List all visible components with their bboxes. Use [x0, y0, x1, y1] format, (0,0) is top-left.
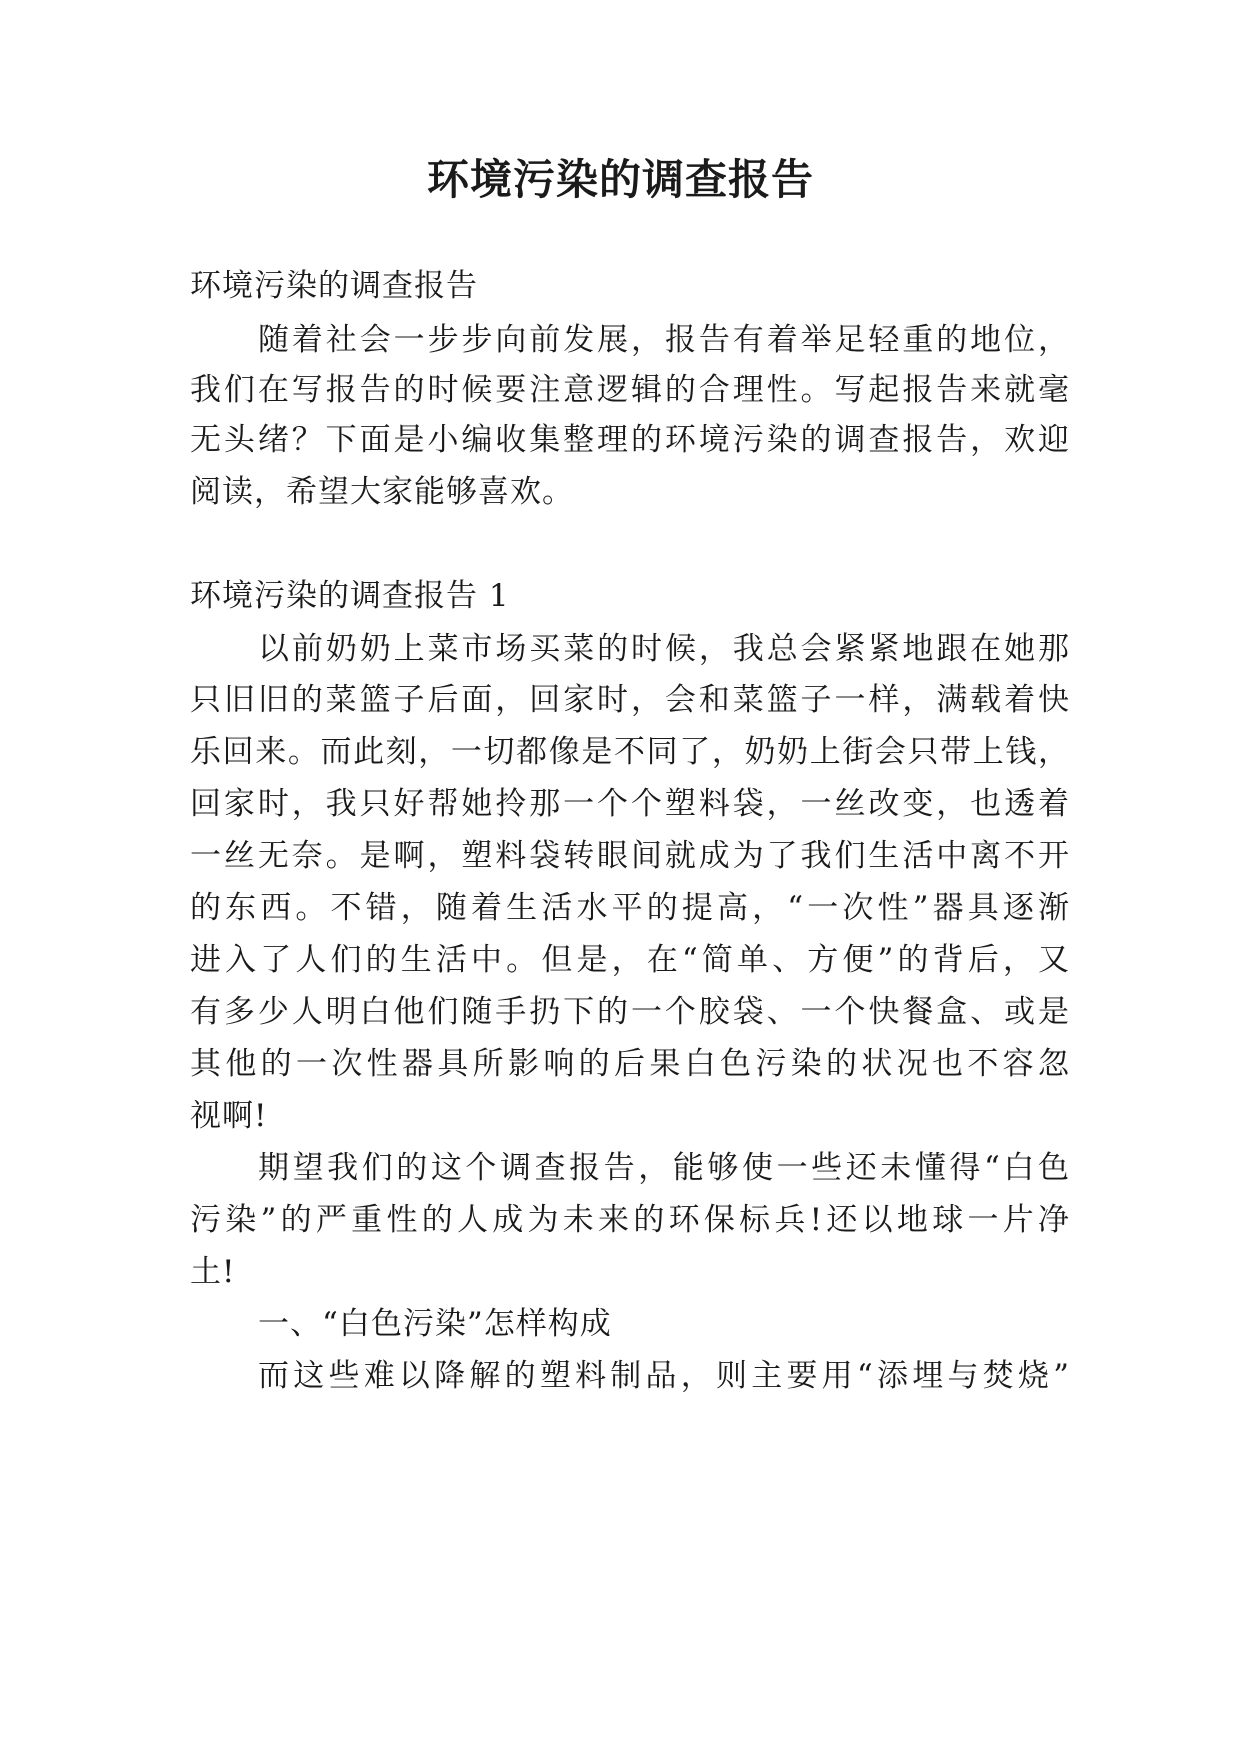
- body-line: 的东西。不错，随着生活水平的提高，“一次性”器具逐渐: [190, 890, 1070, 926]
- section-heading: 环境污染的调查报告 1: [190, 578, 510, 614]
- body-line: 其他的一次性器具所影响的后果白色污染的状况也不容忽: [190, 1046, 1070, 1082]
- body-line: 乐回来。而此刻，一切都像是不同了，奶奶上街会只带上钱，: [190, 734, 1070, 770]
- body-line: 以前奶奶上菜市场买菜的时候，我总会紧紧地跟在她那: [258, 631, 1070, 667]
- body-line: 只旧旧的菜篮子后面，回家时，会和菜篮子一样，满载着快: [190, 682, 1070, 718]
- body-line: 进入了人们的生活中。但是，在“简单、方便”的背后，又: [190, 942, 1070, 978]
- document-title: 环境污染的调查报告: [426, 155, 814, 204]
- intro-line: 我们在写报告的时候要注意逻辑的合理性。写起报告来就毫: [190, 372, 1070, 408]
- body-line: 视啊!: [190, 1098, 268, 1134]
- intro-line: 阅读，希望大家能够喜欢。: [190, 474, 574, 510]
- body-line: 而这些难以降解的塑料制品，则主要用“添埋与焚烧”: [258, 1358, 1070, 1394]
- intro-line: 随着社会一步步向前发展，报告有着举足轻重的地位，: [258, 322, 1070, 358]
- body-line: 有多少人明白他们随手扔下的一个胶袋、一个快餐盒、或是: [190, 994, 1070, 1030]
- subsection-heading: 一、“白色污染”怎样构成: [258, 1306, 612, 1342]
- intro-line: 无头绪？下面是小编收集整理的环境污染的调查报告，欢迎: [190, 422, 1070, 458]
- body-line: 污染”的严重性的人成为未来的环保标兵!还以地球一片净: [190, 1202, 1070, 1238]
- body-line: 一丝无奈。是啊，塑料袋转眼间就成为了我们生活中离不开: [190, 838, 1070, 874]
- body-line: 期望我们的这个调查报告，能够使一些还未懂得“白色: [258, 1150, 1070, 1186]
- body-line: 回家时，我只好帮她拎那一个个塑料袋，一丝改变，也透着: [190, 786, 1070, 822]
- body-line: 土!: [190, 1254, 236, 1290]
- section-heading: 环境污染的调查报告: [190, 268, 478, 304]
